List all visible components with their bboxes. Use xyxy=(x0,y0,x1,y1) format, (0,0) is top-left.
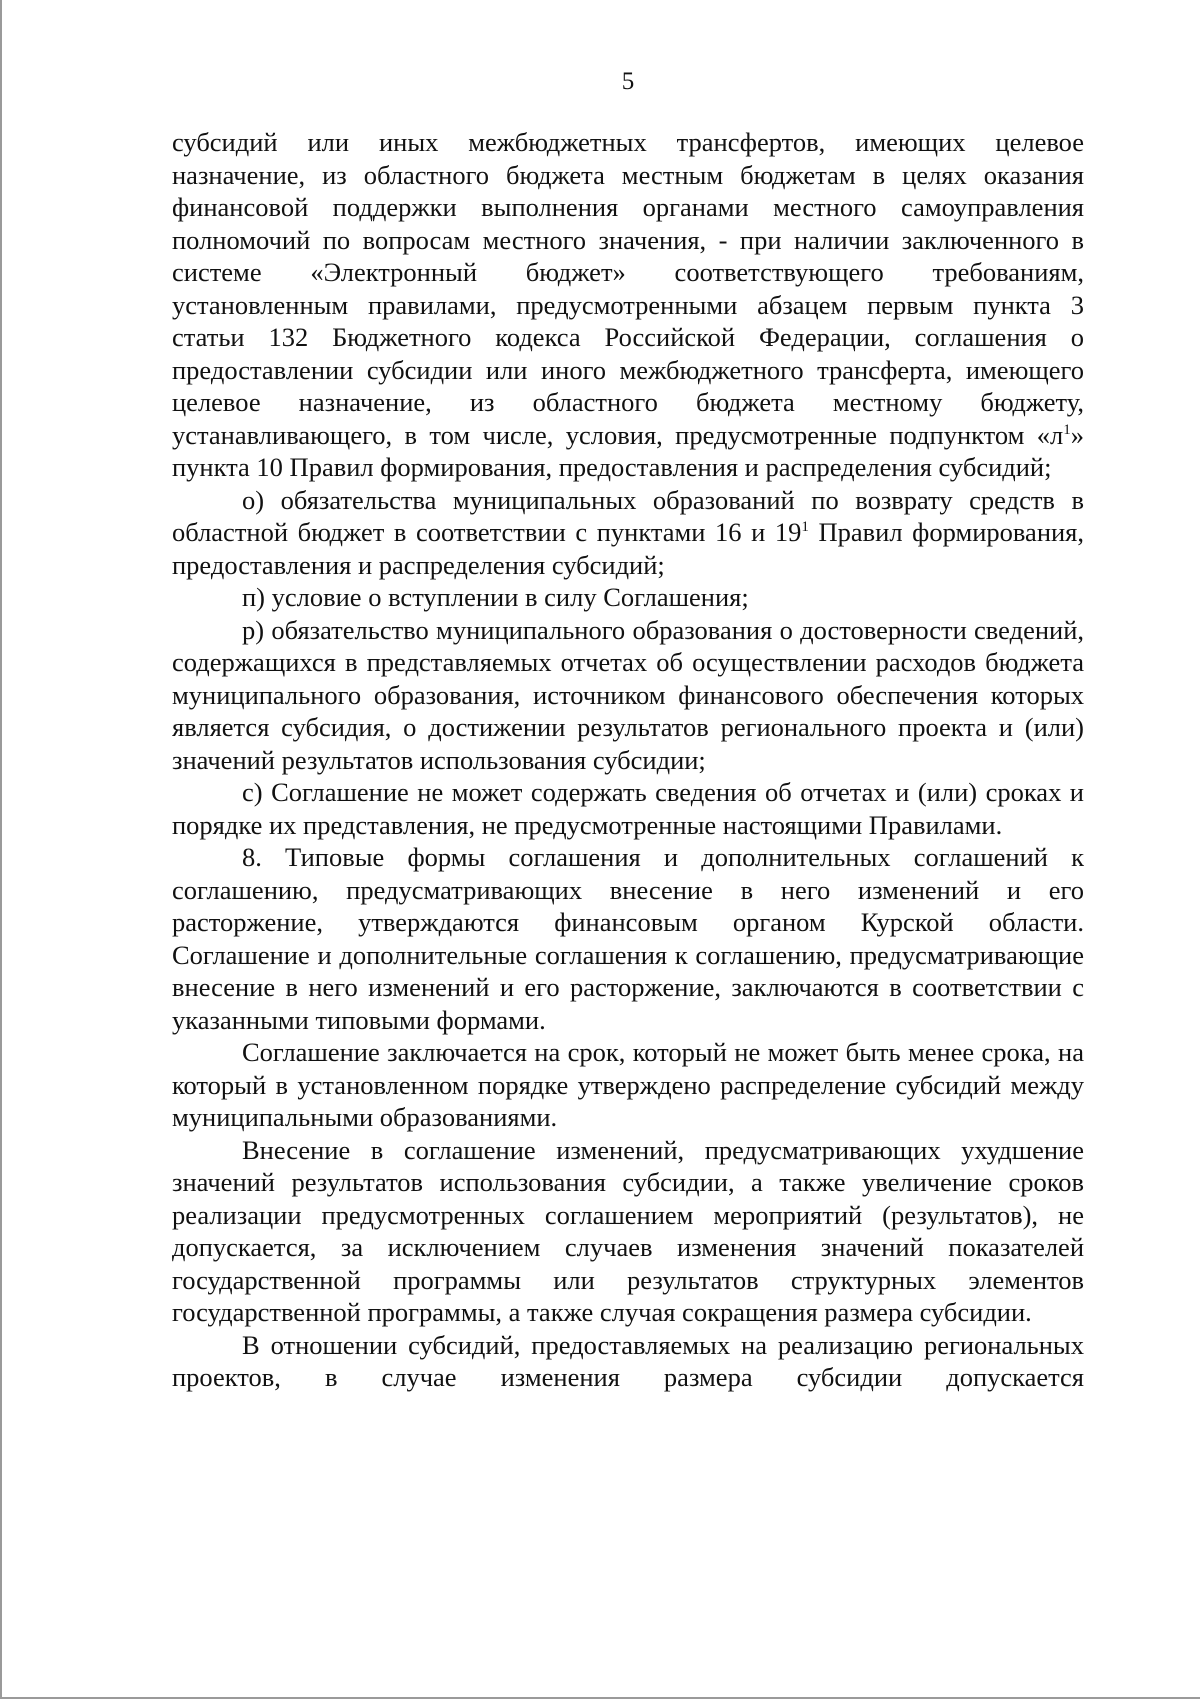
paragraph xyxy=(172,484,1084,582)
paragraph-text: В отношении субсидий, предоставляемых на реализацию региональных проектов, в случае изменения размера субсидии допускается xyxy=(172,1329,1084,1392)
paragraph xyxy=(172,841,1084,1036)
document-body xyxy=(172,126,1084,1394)
paragraph-text: р) обязательство муниципального образования о достоверности сведений, содержащихся в представляемых отчетах об осуществлении расходов бюджета муниципального образования, источником финансового обеспечения которых является субсидия, о достижении результатов регионального проекта и (или) значений результатов использования субсидии; xyxy=(172,614,1084,775)
paragraph-text: о) обязательства муниципальных образований по возврату средств в областной бюджет в соответствии с пунктами 16 и 19 xyxy=(172,484,1084,547)
paragraph-text: п) условие о вступлении в силу Соглашения; xyxy=(242,582,749,612)
superscript-index: 1 xyxy=(1063,421,1071,438)
paragraph xyxy=(172,1134,1084,1329)
paragraph-text: 8. Типовые формы соглашения и дополнительных соглашений к соглашению, предусматривающих внесение в него изменений и его расторжение, утверждаются финансовым органом Курской области. Соглашение и дополнительные соглашения к соглашению, предусматривающие внесение в него изменений и его расторжение, заключаются в соответствии с указанными типовыми формами. xyxy=(172,842,1084,1035)
paragraph-text: Правил формирования, предоставления и распределения субсидий; xyxy=(172,517,1084,580)
paragraph-text: с) Соглашение не может содержать сведения об отчетах и (или) сроках и порядке их представления, не предусмотренные настоящими Правилами. xyxy=(172,777,1084,840)
paragraph xyxy=(172,776,1084,841)
paragraph xyxy=(172,581,1084,614)
paragraph xyxy=(172,1036,1084,1134)
page-number: 5 xyxy=(621,68,635,95)
paragraph-text: Соглашение заключается на срок, который не может быть менее срока, на который в установленном порядке утверждено распределение субсидий между муниципальными образованиями. xyxy=(172,1037,1084,1132)
paragraph xyxy=(172,126,1084,484)
paragraph xyxy=(172,1329,1084,1394)
paragraph xyxy=(172,614,1084,777)
scan-edge-left xyxy=(0,0,2,1699)
paragraph-text: Внесение в соглашение изменений, предусматривающих ухудшение значений результатов использования субсидии, а также увеличение сроков реализации предусмотренных соглашением мероприятий (результатов), не допускается, за исключением случаев изменения значений показателей государственной программы или результатов структурных элементов государственной программы, а также случая сокращения размера субсидии. xyxy=(172,1134,1084,1327)
paragraph-text: » пункта 10 Правил формирования, предоставления и распределения субсидий; xyxy=(172,419,1084,482)
paragraph-text: субсидий или иных межбюджетных трансфертов, имеющих целевое назначение, из областного бюджета местным бюджетам в целях оказания финансовой поддержки выполнения органами местного самоуправления полномочий по вопросам местного значения, - при наличии заключенного в системе «Электронный бюджет» соответствующего требованиям, установленным правилами, предусмотренными абзацем первым пункта 3 статьи 132 Бюджетного кодекса Российской Федерации, соглашения о предоставлении субсидии или иного межбюджетного трансферта, имеющего целевое назначение, из областного бюджета местному бюджету, устанавливающего, в том числе, условия, предусмотренные подпунктом «л xyxy=(172,127,1084,450)
superscript-index: 1 xyxy=(801,519,809,535)
